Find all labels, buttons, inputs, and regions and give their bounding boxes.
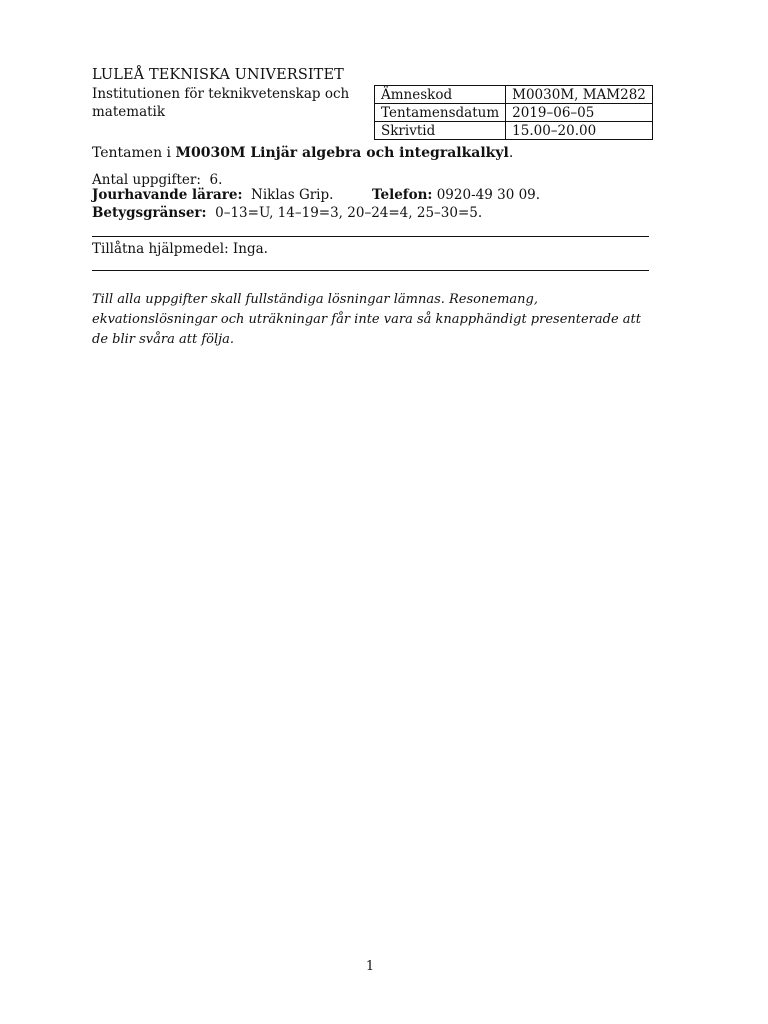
exam-title-prefix: Tentamen i (92, 145, 176, 161)
writing-time-value: 15.00–20.00 (506, 122, 653, 140)
table-row (375, 122, 653, 140)
course-name: M0030M Linjär algebra och integralkalkyl (175, 145, 509, 161)
task-count-line (92, 172, 222, 188)
teacher-value: Niklas Grip. (251, 187, 334, 203)
table-row (375, 104, 653, 122)
divider (92, 270, 649, 271)
divider (92, 236, 649, 237)
writing-time-label: Skrivtid (375, 122, 506, 140)
task-count-value: 6. (209, 172, 223, 188)
phone-line (372, 187, 540, 203)
course-code-label: Ämneskod (375, 86, 506, 104)
instructions-text: Till alla uppgifter skall fullständiga lösningar lämnas. Resonemang, ekvationslösningar och uträkningar får inte vara så knapphändigt presenterade att de blir svåra att följa. (92, 292, 641, 347)
exam-info-table (374, 85, 653, 140)
exam-title-suffix: . (508, 145, 514, 161)
teacher-line (92, 187, 333, 203)
institution-name: Institutionen för teknikvetenskap och matematik (92, 86, 350, 120)
page-number: 1 (365, 959, 375, 974)
phone-label: Telefon: (372, 187, 433, 203)
grade-limits-line (92, 205, 482, 221)
university-name: LULEÅ TEKNISKA UNIVERSITET (92, 67, 344, 83)
exam-title (92, 145, 513, 161)
exam-date-value: 2019–06–05 (506, 104, 653, 122)
task-count-label: Antal uppgifter: (92, 172, 201, 188)
grade-limits-value: 0–13=U, 14–19=3, 20–24=4, 25–30=5. (215, 205, 483, 221)
course-code-value: M0030M, MAM282 (506, 86, 653, 104)
teacher-label: Jourhavande lärare: (92, 187, 243, 203)
grade-limits-label: Betygsgränser: (92, 205, 207, 221)
table-row (375, 86, 653, 104)
allowed-aids: Tillåtna hjälpmedel: Inga. (92, 241, 268, 257)
exam-date-label: Tentamensdatum (375, 104, 506, 122)
phone-value: 0920-49 30 09. (436, 187, 541, 203)
